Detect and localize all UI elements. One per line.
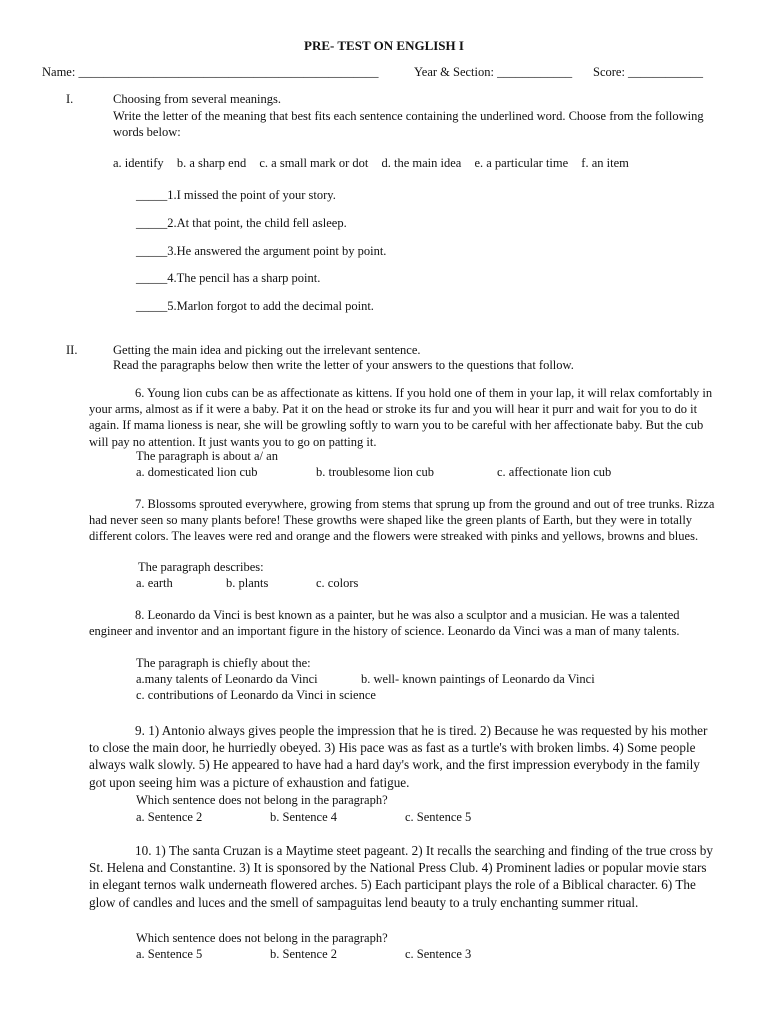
q10-paragraph: 10. 1) The santa Cruzan is a Maytime steet pageant. 2) It recalls the searching and finding of the true cross by St. Helena and Constantine. 3) It is sponsored by the National Press Club. 4) Prominent ladies or popular movie stars in elegant ternos walk underneath flowered arches. 5) Each participant plays the role of a Biblical character. 6) The glow of candles and luces and the smell of sampaguitas lend beauty to a truly enchanting summer ritual. — [89, 843, 713, 910]
choice-b: b. a sharp end — [176, 156, 247, 170]
score-field-label: Score: ____________ — [593, 65, 704, 79]
part2-numeral: II. — [66, 343, 78, 357]
choice-e: e. a particular time — [474, 156, 569, 170]
part1-item-1[interactable]: _____1.I missed the point of your story. — [136, 188, 336, 202]
q8-question: The paragraph is chiefly about the: — [136, 656, 311, 670]
part1-item-4[interactable]: _____4.The pencil has a sharp point. — [136, 271, 321, 285]
choice-d: d. the main idea — [381, 156, 462, 170]
q7-option-b[interactable]: b. plants — [226, 576, 269, 590]
part1-item-3[interactable]: _____3.He answered the argument point by point. — [136, 244, 387, 258]
page-title: PRE- TEST ON ENGLISH I — [304, 38, 464, 53]
choice-a: a. identify — [113, 156, 164, 170]
part1-choices — [113, 156, 629, 171]
q8-option-c[interactable]: c. contributions of Leonardo da Vinci in science — [136, 688, 376, 702]
q6-option-b[interactable]: b. troublesome lion cub — [316, 465, 435, 479]
q9-option-c[interactable]: c. Sentence 5 — [405, 810, 472, 824]
part1-numeral: I. — [66, 92, 74, 106]
q7-option-a[interactable]: a. earth — [136, 576, 173, 590]
q8-paragraph: 8. Leonardo da Vinci is best known as a painter, but he was also a sculptor and a musician. He was a talented engineer and inventor and an important figure in the history of science. Leonardo da Vinci was a man of many talents. — [89, 608, 680, 639]
q6-question: The paragraph is about a/ an — [136, 449, 278, 463]
q8-option-b[interactable]: b. well- known paintings of Leonardo da Vinci — [361, 672, 595, 686]
part2-heading: Getting the main idea and picking out the irrelevant sentence. — [113, 343, 421, 357]
q9-question: Which sentence does not belong in the paragraph? — [136, 793, 388, 807]
q10-option-a[interactable]: a. Sentence 5 — [136, 947, 203, 961]
q7-paragraph: 7. Blossoms sprouted everywhere, growing from stems that sprung up from the ground and out of tree trunks. Rizza had never seen so many plants before! These growths were shaped like the green plants of Earth, but they were in totally different colors. The leaves were red and orange and the flowers were streaked with pinks and yellows, browns and blues. — [89, 497, 715, 544]
part2-instructions: Read the paragraphs below then write the letter of your answers to the questions that follow. — [113, 358, 574, 372]
q9-option-a[interactable]: a. Sentence 2 — [136, 810, 203, 824]
part1-heading: Choosing from several meanings. — [113, 92, 282, 106]
part1-item-2[interactable]: _____2.At that point, the child fell asleep. — [136, 216, 347, 230]
q10-option-b[interactable]: b. Sentence 2 — [270, 947, 337, 961]
q10-question: Which sentence does not belong in the paragraph? — [136, 931, 388, 945]
q10-option-c[interactable]: c. Sentence 3 — [405, 947, 472, 961]
year-section-field-label: Year & Section: ____________ — [414, 65, 573, 79]
q9-paragraph: 9. 1) Antonio always gives people the impression that he is tired. 2) Because he was requested by his mother to close the main door, he hurriedly obeyed. 3) His pace was as fast as a turtle's with broken limbs. 4) Some people always walk slowly. 5) He appeared to have had a hard day's work, and the first impression everybody in the family got upon seeing him was a picture of exhaustion and fatigue. — [89, 723, 708, 790]
q6-option-a[interactable]: a. domesticated lion cub — [136, 465, 258, 479]
name-field-label: Name: ________________________________________________ — [42, 65, 379, 79]
part1-instructions: Write the letter of the meaning that best fits each sentence containing the underlined word. Choose from the following words below: — [113, 109, 704, 140]
q7-question: The paragraph describes: — [138, 560, 264, 574]
q6-option-c[interactable]: c. affectionate lion cub — [497, 465, 612, 479]
q9-option-b[interactable]: b. Sentence 4 — [270, 810, 337, 824]
part1-item-5[interactable]: _____5.Marlon forgot to add the decimal point. — [136, 299, 374, 313]
q8-option-a[interactable]: a.many talents of Leonardo da Vinci — [136, 672, 318, 686]
choice-f: f. an item — [581, 156, 629, 170]
q7-option-c[interactable]: c. colors — [316, 576, 359, 590]
choice-c: c. a small mark or dot — [259, 156, 369, 170]
q6-paragraph: 6. Young lion cubs can be as affectionate as kittens. If you hold one of them in your lap, it will relax comfortably in your arms, almost as if it were a baby. Pat it on the head or stroke its fur and you will hear it purr and wait for you to do it again. If mama lioness is near, she will be growling softly to warn you to be careful with her affectionate baby. But the cub will pay no attention. It just wants you to go on patting it. — [89, 386, 713, 449]
